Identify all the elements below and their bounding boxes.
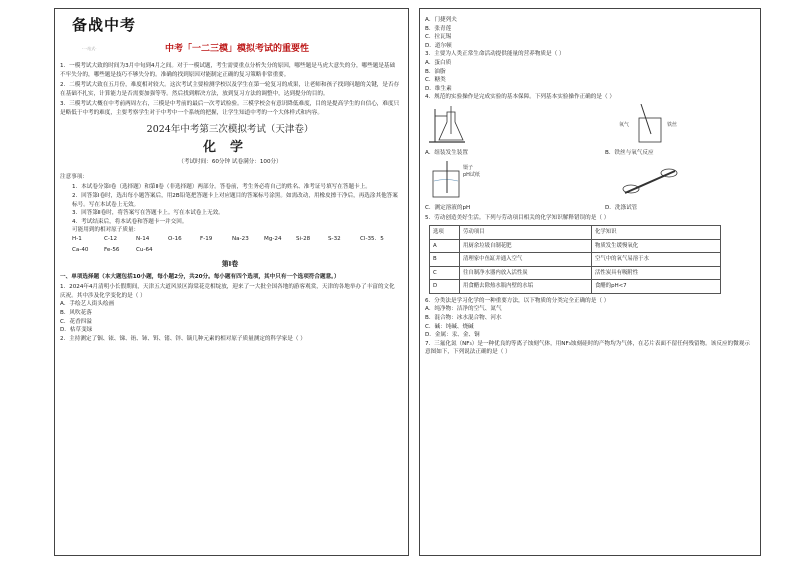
q3-option-b: B．油脂 bbox=[425, 68, 446, 75]
subject-title: 化学 bbox=[202, 139, 257, 155]
atomic-mass: Cu-64 bbox=[136, 246, 153, 253]
atomic-mass: Fe-56 bbox=[104, 246, 120, 253]
brand-logo bbox=[72, 14, 162, 51]
atomic-mass: F-19 bbox=[200, 235, 213, 242]
q4-figures-row-2 bbox=[425, 159, 755, 212]
atomic-mass: H-1 bbox=[72, 235, 82, 242]
ph-paper-label: pH试纸 bbox=[463, 172, 480, 179]
question-1: 1．2024年4月清明小长假期间，天津五大道风景区海棠花竞相绽放，迎来了一大批全国各地的游客观赏，天津的各地举办了丰富的文化庆祝。其中涉及化学变化的是（ ） bbox=[60, 284, 395, 299]
atomic-mass: S-32 bbox=[328, 235, 341, 242]
note-item: 4．考试结束后，将本试卷和答题卡一并交回。 bbox=[72, 218, 188, 225]
q6-option-b: B．混合物：冰水混合物、河水 bbox=[425, 315, 502, 322]
atomic-masses bbox=[60, 235, 400, 256]
logo-text: 备战中考 bbox=[72, 16, 137, 34]
iron-label: 铁丝 bbox=[667, 121, 678, 128]
q1-option-c: C．花香四溢 bbox=[60, 318, 92, 325]
atoms-title: 可能用到的相对原子质量： bbox=[72, 227, 140, 234]
q1-option-a: A．手绘艺人街头绘画 bbox=[60, 301, 115, 308]
question-2: 2．主持测定了铟、铱、锑、铕、铈、铒、锗、锌、镝几种元素的相对原子质量测定的科学家是（ ） bbox=[60, 335, 306, 342]
figure-c bbox=[425, 159, 575, 212]
right-column bbox=[425, 16, 755, 357]
test-tube-brush-icon bbox=[605, 159, 755, 199]
table-cell: 清理家中鱼缸并通入空气 bbox=[460, 253, 592, 267]
atomic-mass: Si-28 bbox=[296, 235, 311, 242]
table-header: 选项 bbox=[430, 225, 460, 239]
oxygen-label: 氧气 bbox=[619, 121, 630, 128]
table-row bbox=[430, 280, 721, 294]
ph-beaker-icon bbox=[425, 159, 575, 199]
note-item: 2．回答第Ⅰ卷时，选出每小题答案后，用2B铅笔把答题卡上对应题目的答案标号涂黑。如需改动，用橡皮擦干净后，再选涂其他答案标号。写在本试卷上无效。 bbox=[72, 192, 398, 208]
q2-option-a: A．门捷列夫 bbox=[425, 17, 457, 23]
table-cell: 物质发生缓慢氧化 bbox=[592, 239, 721, 253]
table-cell: D bbox=[430, 280, 460, 294]
table-row bbox=[430, 253, 721, 267]
q6-option-a: A．纯净物：洁净的空气、氮气 bbox=[425, 306, 502, 313]
q3-option-a: A．蛋白质 bbox=[425, 59, 452, 66]
iron-wire-bottle-icon bbox=[605, 104, 755, 144]
q5-table bbox=[429, 225, 721, 294]
q1-option-d: D．枯草变绿 bbox=[60, 327, 93, 334]
q4-option-b: B．铁丝与氧气反应 bbox=[605, 149, 654, 156]
question-6: 6．分类法是学习化学的一种重要方法，以下物质的分类完全正确的是（ ） bbox=[425, 297, 610, 304]
table-header-row bbox=[430, 225, 721, 239]
exam-title: 2024年中考第三次模拟考试（天津卷） bbox=[146, 123, 314, 135]
q4-option-c: C．测定溶液的pH bbox=[425, 204, 471, 211]
atomic-mass: N-14 bbox=[136, 235, 150, 242]
atomic-mass: Cl-35．5 bbox=[360, 235, 384, 242]
exam-meta: （考试时间：60分钟 试卷满分：100分） bbox=[178, 159, 282, 166]
q2-option-d: D．道尔顿 bbox=[425, 42, 452, 49]
atomic-mass: Na-23 bbox=[232, 235, 249, 242]
left-column bbox=[60, 62, 400, 343]
figure-d bbox=[605, 159, 755, 212]
q2-option-b: B．张青莲 bbox=[425, 25, 452, 32]
part-heading: 第Ⅰ卷 bbox=[221, 260, 239, 269]
q6-option-c: C．碱：纯碱、烧碱 bbox=[425, 323, 474, 330]
flask-apparatus-icon bbox=[425, 104, 575, 144]
notes-title: 注意事项： bbox=[60, 173, 88, 180]
q6-option-d: D．金属：汞、金、铜 bbox=[425, 332, 480, 339]
intro-paragraph-2: 2．二模考试大致在五月份，难度相对较大。这次考试主要检测学校以及学生在第一轮复习的成果，让老师和孩子找到问题的关键，是否存在基础不扎实，计算能力是否需要加强等等。然后找到解决方法，放到复习方法的调整中，达到提分的目的。 bbox=[60, 82, 400, 97]
q4-option-a: A．组装发生装置 bbox=[425, 149, 468, 156]
q4-figures-row-1 bbox=[425, 104, 755, 157]
q3-option-d: D．维生素 bbox=[425, 85, 452, 92]
figure-b bbox=[605, 104, 755, 157]
table-cell: 用厨余垃圾自制花肥 bbox=[460, 239, 592, 253]
atomic-mass: Mg-24 bbox=[264, 235, 282, 242]
atomic-mass: Ca-40 bbox=[72, 246, 89, 253]
question-3: 3．主要为人类正常生命活动提供能量的营养物质是（ ） bbox=[425, 51, 565, 58]
table-cell: C bbox=[430, 266, 460, 280]
table-row bbox=[430, 239, 721, 253]
table-row bbox=[430, 266, 721, 280]
table-header: 劳动项目 bbox=[460, 225, 592, 239]
atomic-mass: O-16 bbox=[168, 235, 182, 242]
q1-option-b: B．风吹花落 bbox=[60, 310, 92, 317]
table-cell: 空气中的氧气易溶于水 bbox=[592, 253, 721, 267]
table-header: 化学知识 bbox=[592, 225, 721, 239]
figure-a bbox=[425, 104, 575, 157]
question-4: 4．规范的实验操作是完成实验的基本保障。下列基本实验操作正确的是（ ） bbox=[425, 94, 615, 101]
intro-paragraph-3: 3．三模考试大概在中考前两周左右，三模是中考前的最后一次考试检验。三模学校会有意识降低难度，目的是提高学生的自信心，难度只是略低于中考的难度，主要考察学生对于中考中一个系统的把握，让学生知道中考的一个大体样式和内容。 bbox=[60, 101, 400, 116]
intro-paragraph-1: 1．一模考试大致的时间为3月中旬到4月之间。对于一模试题，考生需要重点分析失分的原因，哪些题是马虎大意失的分，哪些题是基础不牢失分的，哪些题是技巧不够失分的。准确的找到原因对能制定正确的复习策略非常重要。 bbox=[60, 63, 396, 78]
note-item: 3．回答第Ⅱ卷时，将答案写在答题卡上。写在本试卷上无效。 bbox=[72, 210, 224, 217]
q4-option-d: D．洗涤试管 bbox=[605, 204, 638, 211]
table-cell: 活性炭具有吸附性 bbox=[592, 266, 721, 280]
question-7: 7．三氟化氮（NF₃）是一种优良的等离子蚀刻气体，用NF₃蚀刻硅时的产物均为气体，在芯片表面不留任何残留物。该反应的微观示意图如下，下列说法正确的是（ ） bbox=[425, 340, 750, 356]
section-instructions: 一、单项选择题（本大题包括10小题，每小题2分，共20分。每小题有四个选项，其中只有一个选项符合题意。） bbox=[60, 273, 340, 280]
q3-option-c: C．糖类 bbox=[425, 77, 446, 84]
question-5: 5．劳动创造美好生活。下列与劳动项目相关的化学知识解释错误的是（ ） bbox=[425, 215, 610, 222]
table-cell: 食醋的pH<7 bbox=[592, 280, 721, 294]
atomic-mass: C-12 bbox=[104, 235, 118, 242]
table-cell: 用食醋去除热水瓶内壁的水垢 bbox=[460, 280, 592, 294]
table-cell: 往自制净水器内放入活性炭 bbox=[460, 266, 592, 280]
q2-option-c: C．拉瓦锡 bbox=[425, 34, 452, 41]
logo-subtitle: ·一站式· bbox=[82, 46, 97, 51]
header-title: 中考「一二三模」模拟考试的重要性 bbox=[165, 44, 310, 54]
table-cell: A bbox=[430, 239, 460, 253]
note-item: 1．本试卷分第Ⅰ卷（选择题）和第Ⅱ卷（非选择题）两部分。答卷前，考生务必将自己的姓名、准考证号填写在答题卡上。 bbox=[72, 184, 371, 191]
tweezers-label: 镊子 bbox=[463, 165, 474, 172]
table-cell: B bbox=[430, 253, 460, 267]
